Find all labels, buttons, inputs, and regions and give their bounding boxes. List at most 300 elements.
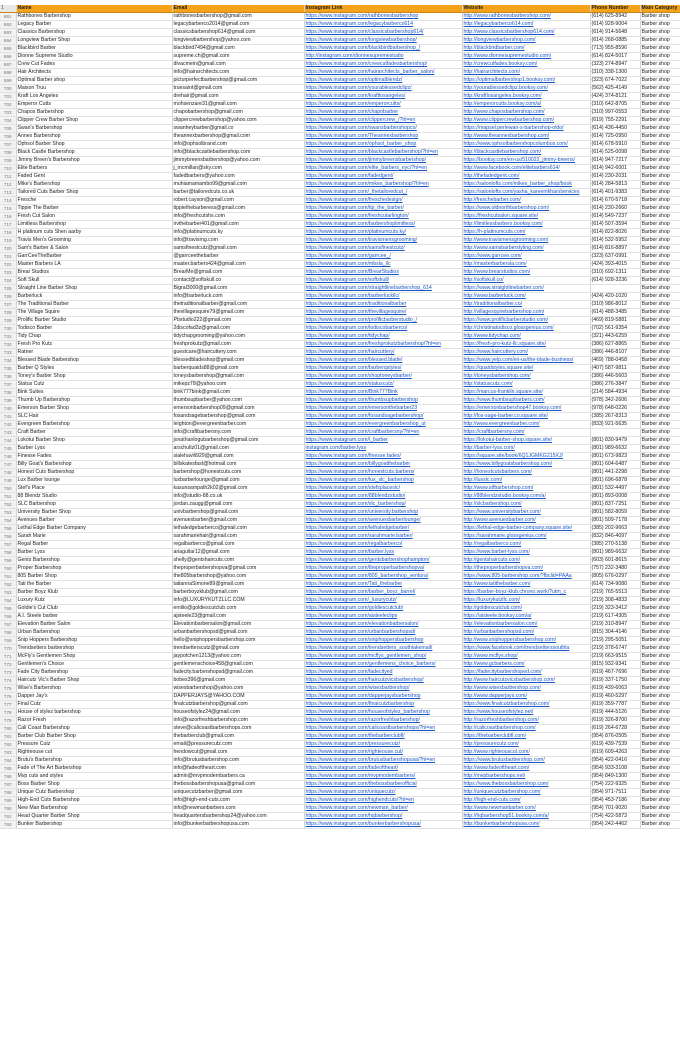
cell-instagram-link[interactable]: https://www.instagram.com/emersonthebarber23 (304, 405, 462, 413)
cell-instagram-link[interactable]: https://www.instagram.com/platinumcuts.ky/ (304, 229, 462, 237)
cell-phone[interactable]: (801) 989-6632 (590, 445, 640, 453)
cell-name[interactable]: Billy Goat's Barbershop (16, 461, 172, 469)
cell-phone[interactable]: (469) 819-5881 (590, 317, 640, 325)
cell-phone[interactable]: (801) 532-4497 (590, 485, 640, 493)
row-number[interactable]: 692 (0, 21, 16, 29)
cell-name[interactable]: Fade City Barbershop (16, 669, 172, 677)
cell-name[interactable]: Pressure Cutz (16, 741, 172, 749)
row-number[interactable]: 727 (0, 301, 16, 309)
cell-instagram-link[interactable]: https://www.instagram.com/fadeoftheart/ (304, 765, 462, 773)
cell-email[interactable]: theannexbarbershop@gmail.com (172, 133, 304, 141)
row-number[interactable]: 720 (0, 245, 16, 253)
cell-name[interactable]: Gentlemen's Choice (16, 661, 172, 669)
row-number[interactable]: 714 (0, 197, 16, 205)
cell-email[interactable]: admin@mvpmodernbarbers.ca (172, 773, 304, 781)
cell-phone[interactable]: (954) 933-3108 (590, 765, 640, 773)
cell-name[interactable]: Gents Barbershop (16, 557, 172, 565)
cell-phone[interactable]: (614) 947-7217 (590, 157, 640, 165)
cell-phone[interactable]: (424) 420-1020 (590, 293, 640, 301)
cell-phone[interactable]: (310) 338-1300 (590, 69, 640, 77)
cell-category[interactable]: Barber shop (640, 109, 680, 117)
row-number-header[interactable]: 1 (0, 5, 16, 13)
cell-email[interactable]: guestcare@haircuttery.com (172, 349, 304, 357)
cell-name[interactable]: Longview Barber Shop (16, 37, 172, 45)
cell-email[interactable]: uniquecutzbarber@gmail.com (172, 789, 304, 797)
cell-website-link[interactable]: https://www.yelp.com/en-us/the-blade-business/ (462, 357, 590, 365)
cell-phone[interactable]: (614) 824-5017 (590, 53, 640, 61)
cell-name[interactable]: Clipper Crew Barber Shop (16, 117, 172, 125)
cell-category[interactable]: Barber shop (640, 261, 680, 269)
cell-phone[interactable]: (619) 467-7696 (590, 669, 640, 677)
cell-instagram-link[interactable]: https://www.instagram.com/thebarberclubfl/ (304, 733, 462, 741)
cell-email[interactable]: Elevationbarbersalon@gmail.com (172, 621, 304, 629)
row-number[interactable]: 699 (0, 77, 16, 85)
row-number[interactable]: 698 (0, 69, 16, 77)
cell-phone[interactable]: (385) 202-9663 (590, 525, 640, 533)
cell-website-link[interactable]: https://optimalbarbershop1.booksy.com/ (462, 77, 590, 85)
cell-phone[interactable]: (614) 928-9004 (590, 21, 640, 29)
cell-instagram-link[interactable]: https://www.instagram.com/finesse.fades/ (304, 453, 462, 461)
cell-phone[interactable]: (321) 443-6259 (590, 333, 640, 341)
cell-category[interactable]: Barber shop (640, 149, 680, 157)
cell-email[interactable]: info@studio-88.co.uk (172, 493, 304, 501)
cell-website-link[interactable]: http://hqbarbershop51.booksy.com/a/ (462, 813, 590, 821)
cell-phone[interactable]: (978) 648-0226 (590, 405, 640, 413)
cell-name[interactable]: Crew Cut Fades (16, 61, 172, 69)
cell-category[interactable]: Barber shop (640, 789, 680, 797)
cell-website-link[interactable]: http://www.avenuesbarber.com/ (462, 517, 590, 525)
cell-category[interactable]: Barber shop (640, 389, 680, 397)
cell-instagram-link[interactable]: https://www.instagram.com/finalcutzbarbershop (304, 701, 462, 709)
cell-email[interactable]: email@pressurecutz.com (172, 741, 304, 749)
cell-phone[interactable]: (614) 549-7237 (590, 213, 640, 221)
cell-name[interactable]: Dapper Jay's (16, 693, 172, 701)
cell-instagram-link[interactable]: https://www.instagram.com/travismensgrooming/ (304, 237, 462, 245)
cell-phone[interactable]: (614) 816-8897 (590, 245, 640, 253)
cell-website-link[interactable]: https://www.805-barbershop.com/?fbclid=PAAa (462, 573, 590, 581)
cell-category[interactable]: Barber shop (640, 805, 680, 813)
cell-name[interactable]: Sam's Barber & Salon (16, 245, 172, 253)
row-number[interactable]: 701 (0, 93, 16, 101)
cell-instagram-link[interactable]: https://www.instagram.com/slc_barbershop/ (304, 501, 462, 509)
cell-category[interactable]: Barber shop (640, 589, 680, 597)
cell-email[interactable]: divacmein@gmail.com (172, 61, 304, 69)
row-number[interactable]: 763 (0, 589, 16, 597)
cell-email[interactable]: urbanbarbershopsd@gmail.com (172, 629, 304, 637)
cell-name[interactable]: Barberluck (16, 293, 172, 301)
row-number[interactable]: 734 (0, 357, 16, 365)
column-header-email[interactable]: Email (172, 5, 304, 13)
cell-name[interactable]: Tidy Chap (16, 333, 172, 341)
row-number[interactable]: 695 (0, 45, 16, 53)
cell-category[interactable]: Barber shop (640, 397, 680, 405)
cell-name[interactable]: Ratner (16, 349, 172, 357)
cell-email[interactable]: DAPPERJAYS@YAHOO.COM (172, 693, 304, 701)
cell-name[interactable]: Tati the Barber (16, 581, 172, 589)
row-number[interactable]: 771 (0, 653, 16, 661)
row-number[interactable]: 786 (0, 773, 16, 781)
cell-category[interactable]: Barber shop (640, 597, 680, 605)
cell-email[interactable]: shelly@gentshaircuts.com (172, 557, 304, 565)
cell-category[interactable]: Barber shop (640, 205, 680, 213)
cell-name[interactable]: Goldie's Cut Club (16, 605, 172, 613)
cell-category[interactable]: Barber shop (640, 229, 680, 237)
row-number[interactable]: 752 (0, 501, 16, 509)
cell-website-link[interactable]: https://www.facebook.com/trendsetterssouthla (462, 645, 590, 653)
row-number[interactable]: 777 (0, 701, 16, 709)
cell-website-link[interactable]: http://www.clippercrewbarbershop.com/ (462, 117, 590, 125)
cell-name[interactable]: 88 Blendz Studio (16, 493, 172, 501)
cell-instagram-link[interactable]: https://www.instagram.com/urbanbarbershopsd/ (304, 629, 462, 637)
cell-instagram-link[interactable]: https://www.instagram.com/shoptoneysbarber/ (304, 373, 462, 381)
row-number[interactable]: 767 (0, 621, 16, 629)
cell-website-link[interactable]: http://goldiescutclub.com/ (462, 605, 590, 613)
cell-name[interactable]: Cali Coast Barbershop (16, 725, 172, 733)
cell-name[interactable]: Final Cutz (16, 701, 172, 709)
row-number[interactable]: 755 (0, 525, 16, 533)
cell-website-link[interactable]: https://www.straightlinebarber.com/ (462, 285, 590, 293)
cell-name[interactable]: High-End Cuts Barbershop (16, 797, 172, 805)
cell-instagram-link[interactable]: https://www.instagram.com/Tati_thebarber (304, 581, 462, 589)
cell-email[interactable]: thetraditionalbarber@gmail.com (172, 301, 304, 309)
cell-instagram-link[interactable]: https://www.instagram.com/softskull/ (304, 277, 462, 285)
cell-name[interactable]: Craft Barber (16, 429, 172, 437)
cell-phone[interactable]: (614) 914-5648 (590, 29, 640, 37)
row-number[interactable]: 715 (0, 205, 16, 213)
cell-instagram-link[interactable]: https://www.instagram.com/university.barbershop (304, 509, 462, 517)
cell-instagram-link[interactable]: https://www.instagram.com/88blendzstudio/ (304, 493, 462, 501)
cell-phone[interactable]: (954) 876-0505 (590, 733, 640, 741)
cell-email[interactable]: barbershop@honestcuts.com (172, 469, 304, 477)
cell-email[interactable]: info@craftbarbersny.com (172, 429, 304, 437)
cell-phone[interactable]: (978) 342-2606 (590, 397, 640, 405)
cell-category[interactable]: Barber shop (640, 749, 680, 757)
row-number[interactable]: 781 (0, 733, 16, 741)
cell-category[interactable]: Barber shop (640, 437, 680, 445)
row-number[interactable]: 709 (0, 157, 16, 165)
cell-instagram-link[interactable]: https://www.instagram.com/hqbarbershop/ (304, 813, 462, 821)
cell-email[interactable]: trendsetterscutz@gmail.com (172, 645, 304, 653)
row-number[interactable]: 747 (0, 461, 16, 469)
cell-category[interactable]: Barber shop (640, 669, 680, 677)
cell-instagram-link[interactable]: https://www.instagram.com/tidychap/ (304, 333, 462, 341)
row-number[interactable]: 705 (0, 125, 16, 133)
cell-website-link[interactable]: https://www.barber-lyss.com/ (462, 549, 590, 557)
cell-instagram-link[interactable]: https://www.instagram.com/jimmybreensbarbershop/ (304, 157, 462, 165)
cell-category[interactable]: Barber shop (640, 85, 680, 93)
cell-website-link[interactable]: http://www.righteouscut.com/ (462, 749, 590, 757)
row-number[interactable]: 772 (0, 661, 16, 669)
cell-website-link[interactable]: http://www.evergreenbarber.com/ (462, 421, 590, 429)
cell-name[interactable]: Straight Line Barber Shop (16, 285, 172, 293)
cell-phone[interactable]: (815) 932-9341 (590, 661, 640, 669)
cell-instagram-link[interactable]: https://www.instagram.com/craftbarbersny/?hl=en (304, 429, 462, 437)
cell-name[interactable]: The Village Squire (16, 309, 172, 317)
cell-email[interactable]: jordan.zaugg@gmail.com (172, 501, 304, 509)
cell-instagram-link[interactable]: https://www.instagram.com/clippercrew_/?hl=en (304, 117, 462, 125)
cell-category[interactable]: Barber shop (640, 29, 680, 37)
cell-category[interactable]: Barber shop (640, 181, 680, 189)
cell-email[interactable]: info@blackcastlebarbershop.com (172, 149, 304, 157)
cell-category[interactable]: Barber shop (640, 557, 680, 565)
cell-category[interactable]: Barber shop (640, 677, 680, 685)
cell-instagram-link[interactable]: https://www.instagram.com/optimalblendz/ (304, 77, 462, 85)
cell-website-link[interactable]: http://luxslc.com/ (462, 477, 590, 485)
cell-website-link[interactable]: http://statuscutz.com/ (462, 381, 590, 389)
cell-instagram-link[interactable]: https://www.instagram.com/crewcutfadesbarbershop/ (304, 61, 462, 69)
cell-name[interactable]: Master Barbers LA (16, 261, 172, 269)
cell-instagram-link[interactable]: https://www.instagram.com/theproperbarbershopva/ (304, 565, 462, 573)
cell-instagram-link[interactable]: https://www.instagram.com/thumbsupbarbershop (304, 397, 462, 405)
cell-instagram-link[interactable]: https://www.instagram.com/goldiescutclub/ (304, 605, 462, 613)
cell-website-link[interactable]: http://calicoastbarbershop.com/ (462, 725, 590, 733)
cell-instagram-link[interactable]: https://www.instagram.com/thebossbarberofficial (304, 781, 462, 789)
cell-name[interactable]: Finesse Fades (16, 453, 172, 461)
cell-phone[interactable] (590, 285, 640, 293)
cell-email[interactable]: bink777bink@gmail.com (172, 389, 304, 397)
cell-website-link[interactable]: http://www.brearstudios.com/ (462, 269, 590, 277)
cell-instagram-link[interactable]: https://www.instagram.com/blackbirdbarbershop_/ (304, 45, 462, 53)
cell-instagram-link[interactable]: https://www.instagram.com/tip_the_barber/ (304, 205, 462, 213)
row-number[interactable]: 723 (0, 269, 16, 277)
cell-category[interactable]: Barber shop (640, 269, 680, 277)
row-number[interactable]: 737 (0, 381, 16, 389)
cell-instagram-link[interactable]: https://www.instagram.com/barbershoplimitless/ (304, 221, 462, 229)
cell-website-link[interactable]: http://www.facebook.com/elitebarbers614/ (462, 165, 590, 173)
cell-email[interactable]: lethaledgebarberco@gmail.com (172, 525, 304, 533)
cell-category[interactable]: Barber shop (640, 141, 680, 149)
cell-instagram-link[interactable]: https://www.instagram.com/blackcastlebarbershop/?hl=en (304, 149, 462, 157)
row-number[interactable]: 702 (0, 101, 16, 109)
cell-name[interactable]: House of stylez barbershop (16, 709, 172, 717)
cell-website-link[interactable]: http://regalbarberco.com/ (462, 541, 590, 549)
cell-phone[interactable]: (801) 837-7251 (590, 501, 640, 509)
cell-website-link[interactable]: https://luxurykutzllc.com/ (462, 597, 590, 605)
cell-instagram-link[interactable]: https://www.instagram.com/mvpmodernbarbers/ (304, 773, 462, 781)
cell-instagram-link[interactable]: https://www.instagram.com/statuscutz/ (304, 381, 462, 389)
cell-name[interactable]: Dionne Supreme Studio (16, 53, 172, 61)
cell-phone[interactable]: (801) 441-2298 (590, 469, 640, 477)
cell-name[interactable]: Barber Club Barber Shop (16, 733, 172, 741)
cell-website-link[interactable]: http://theproperbarbershopva.com/ (462, 565, 590, 573)
cell-instagram-link[interactable]: instagram.com/barber.lyss (304, 445, 462, 453)
row-number[interactable]: 706 (0, 133, 16, 141)
cell-email[interactable]: picturperfectbarbershop@gmail.com (172, 77, 304, 85)
cell-phone[interactable]: (754) 222-9325 (590, 781, 640, 789)
row-number[interactable]: 761 (0, 573, 16, 581)
cell-email[interactable]: barber@tailoredcuts.co.uk (172, 189, 304, 197)
row-number[interactable]: 757 (0, 541, 16, 549)
row-number[interactable]: 711 (0, 173, 16, 181)
cell-email[interactable]: mikepz78@yahoo.com (172, 381, 304, 389)
cell-email[interactable]: kasunsampath2k02@gmail.com (172, 485, 304, 493)
row-number[interactable]: 773 (0, 669, 16, 677)
cell-category[interactable]: Barber shop (640, 333, 680, 341)
cell-instagram-link[interactable]: https://www.instagram.com/Theannexbarbershop (304, 133, 462, 141)
cell-website-link[interactable]: http://uniquecutzbarbershop.com/ (462, 789, 590, 797)
cell-email[interactable]: blackbird7494@gmail.com (172, 45, 304, 53)
cell-email[interactable]: swanheybarber@gmail.co (172, 125, 304, 133)
row-number[interactable]: 748 (0, 469, 16, 477)
row-number[interactable]: 788 (0, 789, 16, 797)
cell-website-link[interactable]: http://softskull.co/ (462, 277, 590, 285)
cell-instagram-link[interactable]: https://www.instagram.com/mikes_barbershop/?hl=en (304, 181, 462, 189)
row-number[interactable]: 769 (0, 637, 16, 645)
column-header-name[interactable]: Name (16, 5, 172, 13)
cell-phone[interactable]: (614) 525-0098 (590, 149, 640, 157)
cell-category[interactable]: Barber shop (640, 357, 680, 365)
cell-instagram-link[interactable]: https://www.instagram.com/elite_barbers_nyc/?hl=en (304, 165, 462, 173)
cell-website-link[interactable]: https://www.houseofstylez.net/ (462, 709, 590, 717)
cell-name[interactable]: Soft Skull (16, 277, 172, 285)
cell-email[interactable]: irvthebarber401@gmail.com (172, 221, 304, 229)
cell-category[interactable]: Barber shop (640, 365, 680, 373)
cell-name[interactable]: Luxury Kutz (16, 597, 172, 605)
cell-website-link[interactable]: https://fresh-pro-kutz-llc.square.site/ (462, 341, 590, 349)
row-number[interactable]: 731 (0, 333, 16, 341)
cell-category[interactable]: Barber shop (640, 573, 680, 581)
cell-email[interactable]: info@platinumcuts.ky (172, 229, 304, 237)
cell-email[interactable]: toneysbarbershop@gmail.com (172, 373, 304, 381)
cell-email[interactable]: BrearMe@gmail.com (172, 269, 304, 277)
cell-name[interactable]: The Traditional Barber (16, 301, 172, 309)
cell-email[interactable]: info@ophsolbrand.com (172, 141, 304, 149)
row-number[interactable]: 746 (0, 453, 16, 461)
cell-phone[interactable]: (815) 304-4146 (590, 629, 640, 637)
cell-category[interactable]: Barber shop (640, 509, 680, 517)
cell-category[interactable]: Barber shop (640, 549, 680, 557)
cell-instagram-link[interactable]: https://www.instagram.com/gentlemens_choice_barbers/ (304, 661, 462, 669)
cell-email[interactable]: finalcutzbarbershop@gmail.com (172, 701, 304, 709)
cell-email[interactable]: info@travismg.com (172, 237, 304, 245)
cell-email[interactable]: the805barbershop@yahoo.com (172, 573, 304, 581)
cell-email[interactable]: tippiethebarberess@gmail.com (172, 205, 304, 213)
cell-category[interactable]: Barber shop (640, 325, 680, 333)
cell-category[interactable]: Barber shop (640, 317, 680, 325)
cell-name[interactable]: Avenues Barber (16, 517, 172, 525)
cell-phone[interactable]: (386) 276-3847 (590, 381, 640, 389)
cell-email[interactable]: muhiamamambo99@gmail.com (172, 181, 304, 189)
cell-phone[interactable]: (801) 673-9823 (590, 453, 640, 461)
cell-email[interactable]: sialehavili929@gmail.com (172, 453, 304, 461)
cell-category[interactable]: Barber shop (640, 157, 680, 165)
cell-email[interactable]: Pbstudio222@gmail.com (172, 317, 304, 325)
cell-name[interactable]: Rathbones Barbershop (16, 13, 172, 21)
cell-name[interactable]: Head Quarter Barber Shop (16, 813, 172, 821)
cell-instagram-link[interactable]: https://www.instagram.com/_luxurycutz/ (304, 597, 462, 605)
column-header-category[interactable]: Main Category (640, 5, 680, 13)
cell-instagram-link[interactable]: https://www.instagram.com/BrearStudios (304, 269, 462, 277)
row-number[interactable]: 732 (0, 341, 16, 349)
row-number[interactable]: 735 (0, 365, 16, 373)
cell-instagram-link[interactable]: https://www.instagram.com/barber_boyz_barrel/ (304, 589, 462, 597)
cell-instagram-link[interactable]: https://www.instagram.com/todiscobarberco/ (304, 325, 462, 333)
cell-name[interactable]: Chapos Barbershop (16, 109, 172, 117)
cell-name[interactable]: Toney's Barber Shop (16, 373, 172, 381)
cell-instagram-link[interactable]: https://www.instagram.com/sarahmarie.barber/ (304, 533, 462, 541)
cell-instagram-link[interactable]: https://www.instagram.com/barberluckllc/ (304, 293, 462, 301)
cell-name[interactable]: Proper Barbershop (16, 565, 172, 573)
cell-name[interactable]: Limitless Barbershop (16, 221, 172, 229)
cell-instagram-link[interactable]: https://www.instagram.com/straightlinebarbershop_614 (304, 285, 462, 293)
cell-website-link[interactable]: https://www.ophsolbarbershopcolumbus.com/ (462, 141, 590, 149)
cell-website-link[interactable]: http://thefadedgent.com/ (462, 173, 590, 181)
row-number[interactable]: 784 (0, 757, 16, 765)
cell-name[interactable]: Stef's Place (16, 485, 172, 493)
cell-name[interactable]: Hair Architects (16, 69, 172, 77)
cell-category[interactable]: Barber shop (640, 45, 680, 53)
cell-email[interactable]: fosandsagebarbershop@gmail.com (172, 413, 304, 421)
cell-name[interactable]: Elite Barbers (16, 165, 172, 173)
cell-phone[interactable]: (801) 509-7178 (590, 517, 640, 525)
cell-instagram-link[interactable]: https://www.instagram.com/garrcee_/ (304, 253, 462, 261)
cell-phone[interactable]: (614) 734-9080 (590, 581, 640, 589)
cell-email[interactable]: thevillagesquire79@gmail.com (172, 309, 304, 317)
cell-email[interactable]: barberquaids88@gmail.com (172, 365, 304, 373)
cell-instagram-link[interactable]: https://www.instagram.com/blessed.blade/ (304, 357, 462, 365)
cell-category[interactable]: Barber shop (640, 661, 680, 669)
cell-category[interactable]: Barber shop (640, 413, 680, 421)
row-number[interactable]: 758 (0, 549, 16, 557)
cell-email[interactable]: contact@softskull.co (172, 277, 304, 285)
cell-website-link[interactable]: https://aisteele.booksy.com/a/ (462, 613, 590, 621)
cell-category[interactable]: Barber shop (640, 461, 680, 469)
row-number[interactable]: 745 (0, 445, 16, 453)
cell-category[interactable]: Barber shop (640, 485, 680, 493)
cell-website-link[interactable]: http://emperorcutts.booksy.com/a/ (462, 101, 590, 109)
row-number[interactable]: 719 (0, 237, 16, 245)
cell-website-link[interactable]: http://www.tatithebarber.com/ (462, 581, 590, 589)
cell-email[interactable]: thumbsupbarber@yahoo.com (172, 397, 304, 405)
cell-email[interactable]: truesaint@gmail.com (172, 85, 304, 93)
cell-phone[interactable]: (219) 310-8947 (590, 621, 640, 629)
cell-phone[interactable]: (614) 942-6001 (590, 165, 640, 173)
cell-website-link[interactable]: http://www.dapperjays.com/ (462, 693, 590, 701)
cell-name[interactable]: Swan's Barbershop (16, 125, 172, 133)
row-number[interactable]: 739 (0, 397, 16, 405)
row-number[interactable]: 691 (0, 13, 16, 21)
row-number[interactable]: 766 (0, 613, 16, 621)
cell-email[interactable]: classicsbarbershop614@gmail.com (172, 29, 304, 37)
cell-email[interactable]: chapobarbershop@gmail.com (172, 109, 304, 117)
row-number[interactable]: 726 (0, 293, 16, 301)
cell-instagram-link[interactable]: https://www.instagram.com/longviewbarbershop/ (304, 37, 462, 45)
cell-category[interactable]: Barber shop (640, 213, 680, 221)
cell-website-link[interactable]: https://salonlofts.com/mikes_barber_shop/book (462, 181, 590, 189)
cell-phone[interactable]: (469) 788-0458 (590, 357, 640, 365)
cell-instagram-link[interactable]: https://www.instagram.com/fadecityed (304, 669, 462, 677)
cell-email[interactable]: info@barberluck.com (172, 293, 304, 301)
cell-category[interactable]: Barber shop (640, 285, 680, 293)
cell-website-link[interactable]: https://h-platinumcuts.com/ (462, 229, 590, 237)
cell-category[interactable]: Barber shop (640, 293, 680, 301)
cell-name[interactable]: Blackbird Barber (16, 45, 172, 53)
row-number[interactable]: 776 (0, 693, 16, 701)
cell-website-link[interactable]: http://barber-lyss.com/ (462, 445, 590, 453)
cell-email[interactable]: steve@calicoastbarbershops.com (172, 725, 304, 733)
row-number[interactable]: 703 (0, 109, 16, 117)
cell-website-link[interactable]: http://villagesquirebarbershop.com/ (462, 309, 590, 317)
cell-phone[interactable]: (801) 989-6632 (590, 549, 640, 557)
cell-website-link[interactable]: http://limitlessbarbers.booksy.com/ (462, 221, 590, 229)
cell-instagram-link[interactable]: https://www.instagram.com/freshcutarlington/ (304, 213, 462, 221)
cell-name[interactable]: Brear Studios (16, 269, 172, 277)
cell-phone[interactable]: (310) 986-8012 (590, 301, 640, 309)
cell-phone[interactable]: (614) 488-3485 (590, 309, 640, 317)
cell-website-link[interactable]: https://barber-boyz-klub.chrono.work/?utm_c (462, 589, 590, 597)
cell-instagram-link[interactable]: https://www.instagram.com/lethaledgebarber/ (304, 525, 462, 533)
row-number[interactable]: 759 (0, 557, 16, 565)
